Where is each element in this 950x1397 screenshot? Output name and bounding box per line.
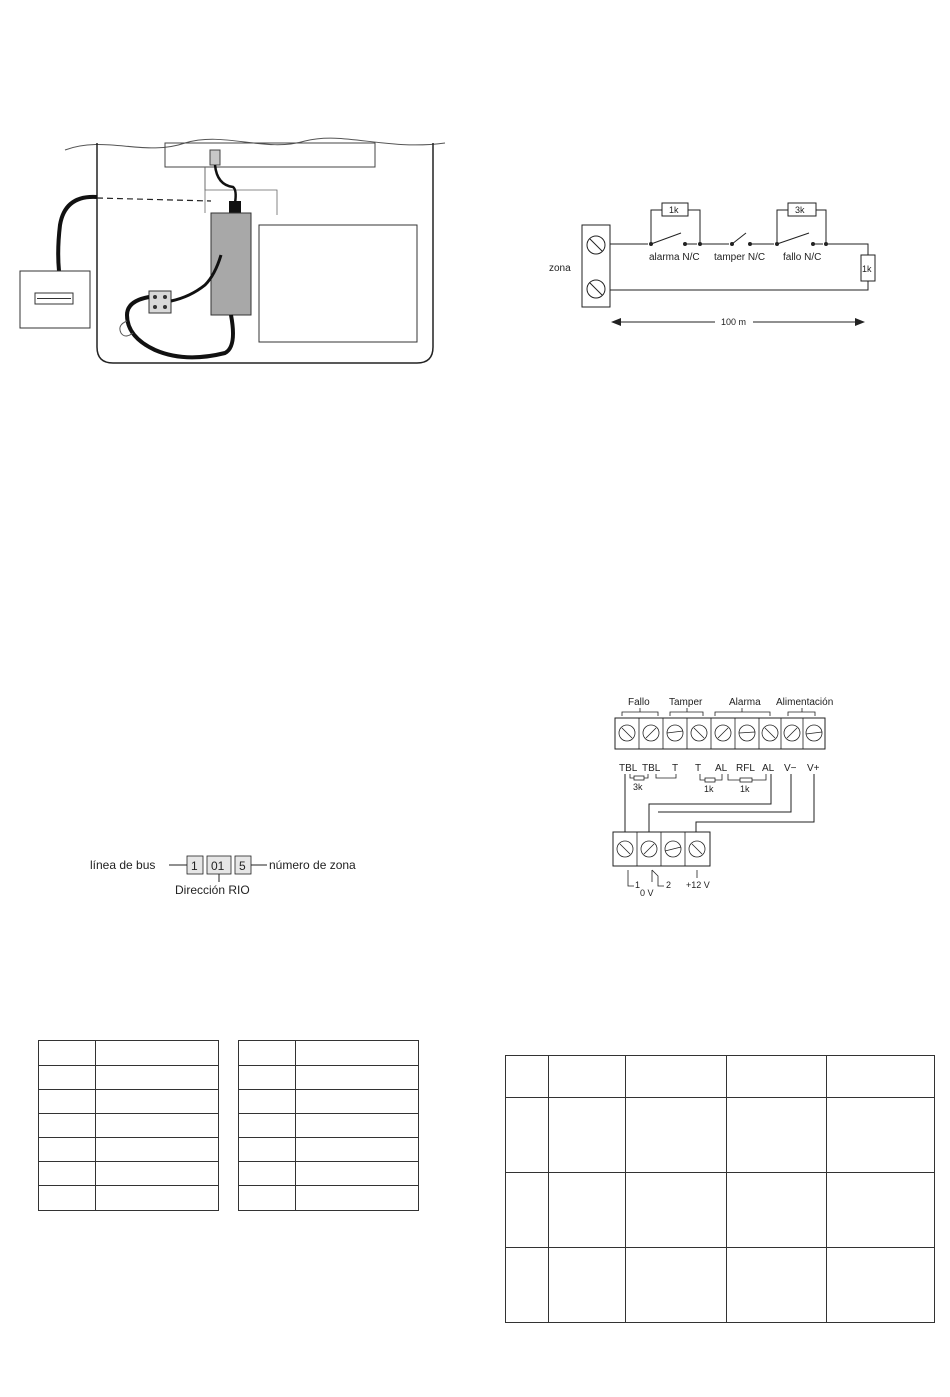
empty-table-middle: [238, 1040, 419, 1211]
table-cell: [296, 1114, 419, 1138]
enclosure-installation-drawing: [15, 125, 455, 375]
group-label-fallo: Fallo: [628, 697, 650, 708]
table-cell: [296, 1066, 419, 1090]
resistor-1k-label: 1k: [740, 784, 750, 794]
resistor-3k-label: 3k: [795, 205, 805, 215]
table-cell: [296, 1090, 419, 1114]
resistor-3k-label: 3k: [633, 782, 643, 792]
lower-label-1: 1: [635, 880, 641, 890]
zone-digit: 5: [239, 859, 246, 873]
table-cell: [39, 1114, 96, 1138]
group-label-alimentacion: Alimentación: [776, 697, 834, 708]
zone-wiring-diagram: [545, 195, 885, 340]
table-cell: [96, 1066, 219, 1090]
table-cell: [626, 1173, 727, 1248]
tamper-switch-label: tamper N/C: [714, 252, 766, 263]
table-cell: [506, 1098, 549, 1173]
table-cell: [239, 1090, 296, 1114]
table-cell: [39, 1041, 96, 1066]
table-cell: [827, 1098, 935, 1173]
table-cell: [727, 1056, 827, 1098]
empty-table-left: [38, 1040, 219, 1211]
table-cell: [96, 1162, 219, 1186]
table-cell: [727, 1248, 827, 1323]
table-cell: [549, 1173, 626, 1248]
lower-label-2: 2: [666, 880, 672, 890]
table-cell: [96, 1138, 219, 1162]
table-cell: [549, 1098, 626, 1173]
table-cell: [239, 1138, 296, 1162]
table-cell: [239, 1066, 296, 1090]
terminal-label: V+: [807, 763, 820, 774]
terminal-label: TBL: [642, 763, 661, 774]
terminal-label: RFL: [736, 763, 755, 774]
group-label-alarma: Alarma: [729, 697, 761, 708]
table-cell: [626, 1098, 727, 1173]
table-cell: [239, 1114, 296, 1138]
bus-line-label: línea de bus: [90, 858, 156, 872]
table-cell: [296, 1138, 419, 1162]
table-cell: [506, 1248, 549, 1323]
fault-switch-label: fallo N/C: [783, 252, 822, 263]
table-cell: [96, 1041, 219, 1066]
bus-digit: 1: [191, 859, 198, 873]
table-cell: [506, 1173, 549, 1248]
table-cell: [296, 1186, 419, 1211]
table-cell: [39, 1138, 96, 1162]
table-cell: [96, 1186, 219, 1211]
terminal-label: T: [695, 763, 702, 774]
detector-terminal-diagram: [600, 690, 850, 905]
terminal-label: AL: [715, 763, 728, 774]
terminal-label: T: [672, 763, 679, 774]
zone-label: zona: [549, 263, 571, 274]
table-cell: [39, 1186, 96, 1211]
terminal-label: TBL: [619, 763, 638, 774]
rio-address-diagram: [85, 850, 385, 900]
table-cell: [549, 1248, 626, 1323]
table-cell: [39, 1090, 96, 1114]
table-cell: [727, 1173, 827, 1248]
table-cell: [727, 1098, 827, 1173]
table-cell: [827, 1056, 935, 1098]
table-cell: [296, 1041, 419, 1066]
lower-label-12v: +12 V: [686, 880, 710, 890]
table-cell: [549, 1056, 626, 1098]
table-cell: [239, 1162, 296, 1186]
lower-label-0v: 0 V: [640, 888, 654, 898]
table-cell: [39, 1162, 96, 1186]
table-cell: [827, 1173, 935, 1248]
rio-digits: 01: [211, 859, 225, 873]
alarm-switch-label: alarma N/C: [649, 252, 700, 263]
empty-table-right: [505, 1055, 935, 1323]
table-cell: [96, 1090, 219, 1114]
table-cell: [39, 1066, 96, 1090]
table-cell: [626, 1056, 727, 1098]
zone-number-label: número de zona: [269, 858, 356, 872]
distance-label: 100 m: [721, 317, 747, 327]
end-resistor-label: 1k: [862, 264, 872, 274]
table-cell: [296, 1162, 419, 1186]
table-cell: [239, 1186, 296, 1211]
resistor-1k-label: 1k: [704, 784, 714, 794]
terminal-label: AL: [762, 763, 775, 774]
table-cell: [96, 1114, 219, 1138]
resistor-1k-label: 1k: [669, 205, 679, 215]
table-cell: [827, 1248, 935, 1323]
table-cell: [506, 1056, 549, 1098]
group-label-tamper: Tamper: [669, 697, 703, 708]
table-cell: [239, 1041, 296, 1066]
rio-address-label: Dirección RIO: [175, 883, 250, 897]
table-cell: [626, 1248, 727, 1323]
terminal-label: V−: [784, 763, 797, 774]
